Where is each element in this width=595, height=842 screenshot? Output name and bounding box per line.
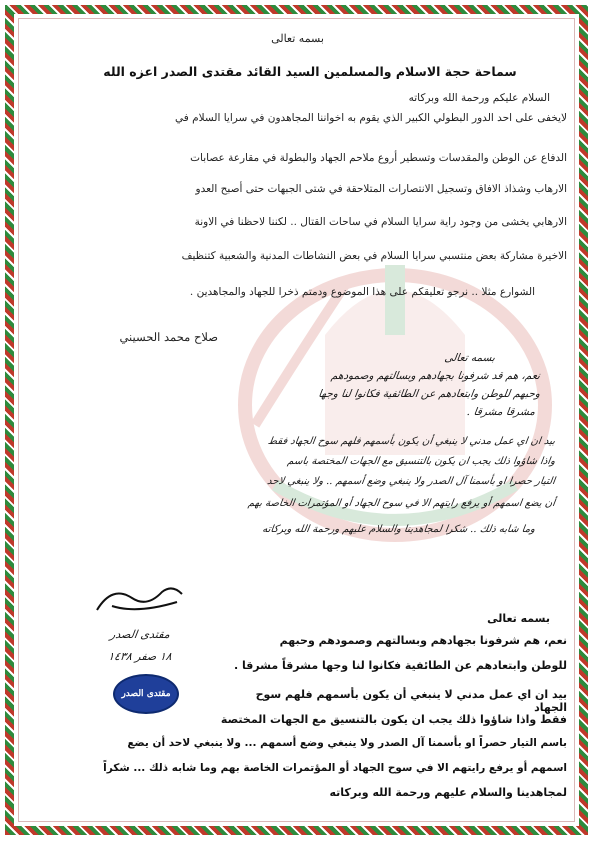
- letter-line: الشوارع مثلا .. نرجو تعليقكم على هذا الموضوع ودمتم ذخرا للجهاد والمجاهدين .: [189, 286, 535, 298]
- stamp-text: مقتدى الصدر: [121, 689, 171, 699]
- letter-line: لايخفى على احد الدور البطولي الكبير الذي يقوم به اخواننا المجاهدون في سرايا السلام في: [175, 112, 567, 124]
- signature-name: مقتدى الصدر: [109, 628, 171, 641]
- handwritten-line: أن يضع اسمهم أو يرفع رايتهم الا في سوح الجهاد أو المؤتمرات الخاصة بهم: [247, 498, 556, 509]
- transcription-line: لمجاهدينا والسلام عليهم ورحمة الله وبركاته: [329, 786, 567, 799]
- handwritten-line: نعم، هم قد شرفونا بجهادهم وبسالتهم وصمودهم: [330, 370, 541, 382]
- transcription-line: باسم التيار حصراً او بأسمنا آل الصدر ولا ينبغي وضع أسمهم ... ولا ينبغي لاحد أن يضع: [127, 737, 567, 749]
- handwritten-line: واذا شاؤوا ذلك يجب ان يكون بالتنسيق مع الجهات المختصة باسم: [286, 456, 556, 467]
- greeting-line: السلام عليكم ورحمة الله وبركاته: [408, 92, 550, 104]
- transcription-line: بيد ان اي عمل مدني لا ينبغي أن يكون بأسمهم فلهم سوح الجهاد: [255, 688, 567, 714]
- letter-line: الارهابي يخشى من وجود راية سرايا السلام في ساحات القتال .. لكننا لاحظنا في الاونة: [194, 216, 567, 228]
- handwritten-line: مشرقا مشرقا .: [466, 406, 536, 418]
- letter-line: الدفاع عن الوطن والمقدسات وتسطير أروع ملاحم الجهاد والبطولة في مقارعة عصابات: [190, 152, 567, 164]
- official-stamp: [113, 674, 179, 714]
- letter-line: الارهاب وشذاذ الافاق وتسجيل الانتصارات المتلاحقة في شتى الجبهات حتى أصبح العدو: [195, 183, 567, 195]
- transcription-line: للوطن وابتعادهم عن الطائفية فكانوا لنا وجها مشرقاً مشرقا .: [233, 659, 567, 672]
- handwritten-line: التيار حصرا او بأسمنا آل الصدر ولا ينبغي وضع أسمهم .. ولا ينبغي لاحد: [266, 476, 556, 487]
- transcription-line: اسمهم أو يرفع رايتهم الا في سوح الجهاد أو المؤتمرات الخاصة بهم وما شابه ذلك ... شكراً: [103, 762, 567, 774]
- signature-icon: [92, 580, 187, 620]
- handwritten-line: وحبهم للوطن وابتعادهم عن الطائفية فكانوا لنا وجها: [317, 388, 541, 400]
- basmala-heading: بسمه تعالى: [271, 32, 324, 45]
- transcription-line: فقط واذا شاؤوا ذلك يجب ان يكون بالتنسيق مع الجهات المختصة: [220, 713, 567, 726]
- addressee-line: سماحة حجة الاسلام والمسلمين السيد القائد مقتدى الصدر اعزه الله: [103, 64, 517, 79]
- handwritten-line: وما شابه ذلك .. شكرا لمجاهدينا والسلام عليهم ورحمة الله وبركاته: [261, 524, 536, 535]
- transcription-line: نعم، هم شرفونا بجهادهم وبسالتهم وصمودهم وحبهم: [279, 634, 567, 647]
- handwritten-line: بيد ان اي عمل مدني لا ينبغي أن يكون بأسمهم فلهم سوح الجهاد فقط: [267, 436, 556, 447]
- letter-line: الاخيرة مشاركة بعض منتسبي سرايا السلام في بعض النشاطات المدنية والشعبية كتنظيف: [181, 250, 567, 262]
- signature-date: ١٨ صفر ١٤٣٨: [107, 650, 173, 663]
- transcription-title: بسمه تعالى: [487, 612, 550, 625]
- sender-name: صلاح محمد الحسيني: [119, 330, 218, 344]
- handwritten-line: بسمه تعالى: [443, 352, 496, 364]
